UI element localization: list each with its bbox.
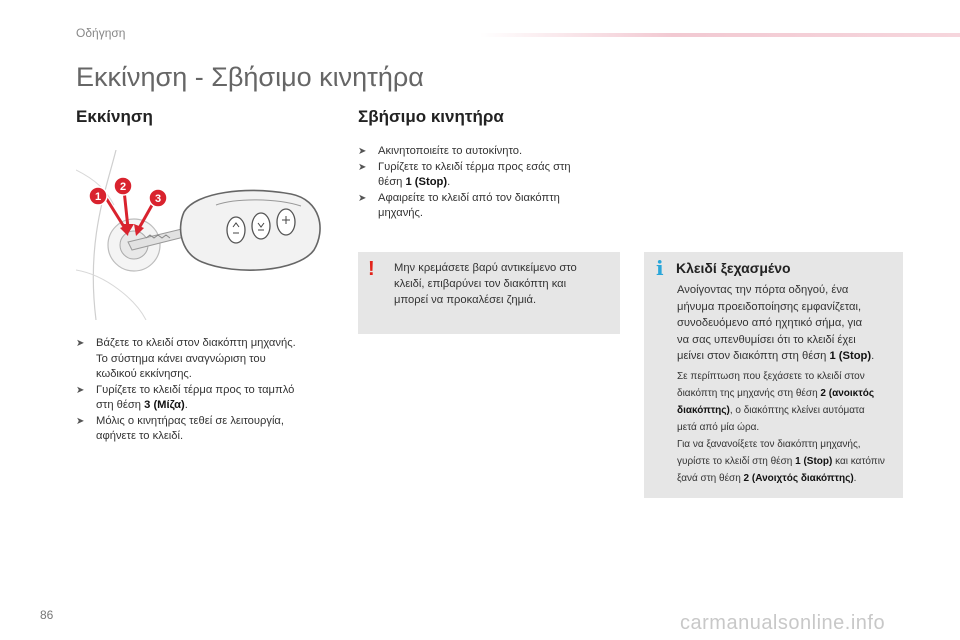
warning-exclamation-icon: ! <box>368 258 375 280</box>
header-decor-bar <box>480 33 960 37</box>
bullet-marker-icon: ➤ <box>358 161 367 173</box>
info-body: Ανοίγοντας την πόρτα οδηγού, ένα μήνυμα προειδοποίησης εμφανίζεται, συνοδευόμενο από ηχητικό σήμα, για να σας υπενθυμίσει ότι το κλειδί έχει μείνει στον διακόπτη στη θέση 1 (Stop). <box>677 284 875 362</box>
list-item: ➤ Ακινητοποιείτε το αυτοκίνητο. <box>358 144 620 160</box>
list-item: ➤ Βάζετε το κλειδί στον διακόπτη μηχανής. Το σύστημα κάνει αναγνώριση του κωδικού εκκίνησης. <box>76 337 296 380</box>
bullet-marker-icon: ➤ <box>76 384 85 396</box>
section-header: Οδήγηση <box>76 26 126 40</box>
bullet-marker-icon: ➤ <box>76 415 85 427</box>
callout-1-label: 1 <box>94 191 102 203</box>
bullet-marker-icon: ➤ <box>358 146 367 157</box>
callout-2-label: 2 <box>119 181 127 193</box>
watermark: carmanualsonline.info <box>680 612 886 634</box>
info-icon: i <box>656 256 664 280</box>
stop-steps-list <box>358 144 620 222</box>
bullet-marker-icon: ➤ <box>76 338 85 349</box>
stop-section-title: Σβήσιμο κινητήρα <box>358 107 504 126</box>
warning-box <box>358 252 620 334</box>
info-box <box>644 252 903 498</box>
warning-text: Μην κρεμάσετε βαρύ αντικείμενο στο κλειδί, επιβαρύνει τον διακόπτη και μπορεί να προκαλέσει ζημιά. <box>394 262 577 306</box>
info-title: Κλειδί ξεχασμένο <box>676 260 791 276</box>
list-item: ➤ Γυρίζετε το κλειδί τέρμα προς το ταμπλό στη θέση 3 (Μίζα). <box>76 383 295 411</box>
start-section-title: Εκκίνηση <box>76 107 153 126</box>
list-item: ➤ Αφαιρείτε το κλειδί από τον διακόπτη μηχανής. <box>358 191 560 219</box>
list-item: ➤ Μόλις ο κινητήρας τεθεί σε λειτουργία, αφήνετε το κλειδί. <box>76 414 285 442</box>
list-item: ➤ Γυρίζετε το κλειδί τέρμα προς εσάς στη θέση 1 (Stop). <box>358 160 571 188</box>
callout-3-label: 3 <box>154 193 162 205</box>
bullet-marker-icon: ➤ <box>358 192 367 204</box>
start-steps-list <box>76 336 338 445</box>
page-number: 86 <box>40 608 54 622</box>
page-title: Εκκίνηση - Σβήσιμο κινητήρα <box>76 62 424 92</box>
info-note: Σε περίπτωση που ξεχάσετε το κλειδί στον διακόπτη της μηχανής στη θέση 2 (ανοικτός διακόπτης), ο διακόπτης κλείνει αυτόματα μετά από μία ώρα. Για να ξανανοίξετε τον διακόπτη μηχανής, γυρίστε το κλειδί στη θέση 1 (Stop) και κατόπιν ξανά στη θέση 2 (Ανοιχτός διακόπτης). <box>677 371 885 484</box>
key-ignition-illustration <box>76 150 330 320</box>
